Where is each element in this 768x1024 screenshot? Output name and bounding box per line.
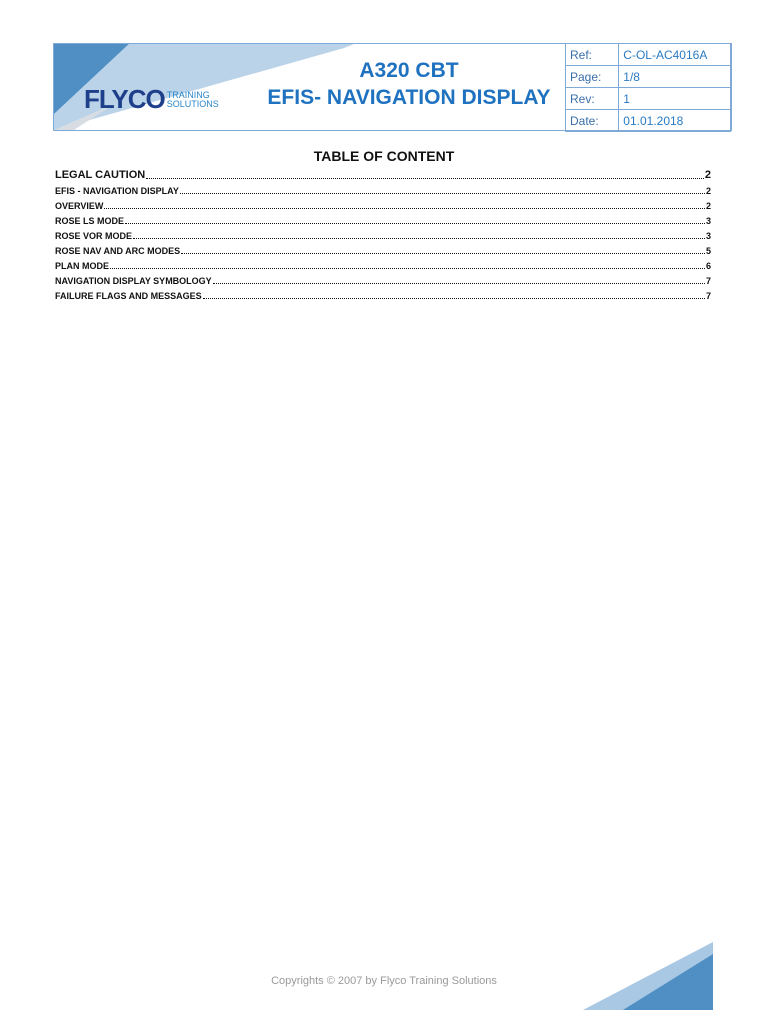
toc-page: 7 <box>705 291 711 301</box>
meta-key: Ref: <box>566 44 619 66</box>
toc-label: ROSE LS MODE <box>55 216 125 226</box>
table-of-contents <box>55 166 711 301</box>
toc-page: 3 <box>705 231 711 241</box>
meta-value: 1 <box>619 88 731 110</box>
toc-page: 2 <box>705 186 711 196</box>
toc-label: ROSE VOR MODE <box>55 231 133 241</box>
meta-key: Date: <box>566 110 619 132</box>
toc-label: PLAN MODE <box>55 261 109 271</box>
logo-sub1: TRAINING <box>166 89 210 100</box>
toc-label: OVERVIEW <box>55 201 104 211</box>
flyco-logo <box>84 84 219 115</box>
toc-label: EFIS - NAVIGATION DISPLAY <box>55 186 179 196</box>
toc-entry[interactable] <box>55 211 711 226</box>
meta-key: Rev: <box>566 88 619 110</box>
toc-entry[interactable] <box>55 286 711 301</box>
footer-corner-decoration <box>583 934 768 1024</box>
toc-label: LEGAL CAUTION <box>55 169 146 181</box>
toc-entry[interactable] <box>55 166 711 181</box>
toc-label: ROSE NAV AND ARC MODES <box>55 246 181 256</box>
meta-value: 1/8 <box>619 66 731 88</box>
document-title <box>254 58 564 112</box>
document-meta-table <box>565 43 731 132</box>
toc-page: 2 <box>704 169 711 181</box>
toc-label: NAVIGATION DISPLAY SYMBOLOGY <box>55 276 212 286</box>
meta-value: C-OL-AC4016A <box>619 44 731 66</box>
toc-entry[interactable] <box>55 256 711 271</box>
toc-entry[interactable] <box>55 181 711 196</box>
toc-entry[interactable] <box>55 241 711 256</box>
title-line2: EFIS- NAVIGATION DISPLAY <box>267 86 551 109</box>
toc-label: FAILURE FLAGS AND MESSAGES <box>55 291 202 301</box>
toc-entry[interactable] <box>55 196 711 211</box>
meta-key: Page: <box>566 66 619 88</box>
logo-text: FLYCO <box>84 84 165 114</box>
page-header <box>53 43 732 131</box>
meta-value: 01.01.2018 <box>619 110 731 132</box>
toc-page: 5 <box>705 246 711 256</box>
toc-entry[interactable] <box>55 271 711 286</box>
toc-title: TABLE OF CONTENT <box>313 148 455 164</box>
toc-page: 7 <box>705 276 711 286</box>
footer-copyright: Copyrights © 2007 by Flyco Training Solutions <box>271 975 497 987</box>
toc-page: 2 <box>705 201 711 211</box>
toc-page: 3 <box>705 216 711 226</box>
logo-sub2: SOLUTIONS <box>166 98 219 109</box>
toc-page: 6 <box>705 261 711 271</box>
title-line1: A320 CBT <box>359 59 459 82</box>
toc-entry[interactable] <box>55 226 711 241</box>
